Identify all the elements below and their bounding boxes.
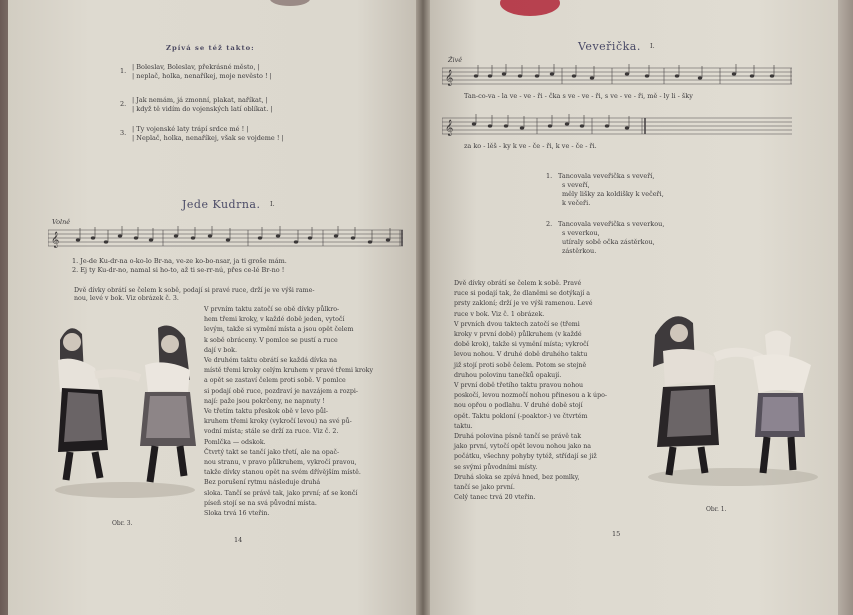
- verse-line: zástěrkou.: [562, 247, 597, 255]
- verse-line: s veverkou,: [562, 229, 600, 237]
- body-text-line: Ve třetím taktu přeskok obě v levo půl-: [204, 408, 329, 415]
- figure-caption: Obr. 3.: [112, 520, 133, 527]
- body-text-line: V prvním taktu zatočí se obě dívky půlkro-: [204, 306, 340, 313]
- music-staff: [48, 224, 403, 254]
- body-text-line: Čtvrtý takt se tančí jako třetí, ale na opač-: [204, 448, 340, 456]
- verse-number: 3.: [120, 129, 127, 137]
- body-text-line: k sobě obráceny. V pomlce se pustí a ruce: [204, 336, 338, 344]
- body-text-line: sloka. Tančí se právě tak, jako první; ať se končí: [204, 489, 358, 497]
- body-text-line: Pomlčka — odskok.: [204, 438, 266, 446]
- verse-number: 2.: [546, 220, 553, 228]
- paragraph-line: nou, levé v bok. Viz obrázek č. 3.: [74, 295, 179, 302]
- body-text-line: době krok), takže si vymění místa; vykročí: [454, 341, 589, 349]
- body-text-line: poskočí, levou nozmočí nohou přinesou a k úpo-: [454, 392, 608, 400]
- verse-line: k večeři.: [562, 199, 591, 207]
- body-text-line: takže dívky stanou opět na svém dřívějším místě.: [204, 469, 361, 477]
- body-text-line: Celý tanec trvá 20 vteřin.: [454, 494, 536, 502]
- tempo-mark: Živě: [448, 56, 463, 64]
- verse-line: | Boleslav, Boleslav, překrásné město, |: [132, 63, 260, 71]
- verse-line: | neplač, holka, nenaříkej, moje nevěsto ! |: [132, 72, 272, 80]
- body-text-line: prsty zakloní; drží je ve výši ramenou. Levé: [454, 300, 593, 308]
- svg-text:𝄞: 𝄞: [445, 70, 454, 86]
- body-text-line: se svými původními místy.: [454, 463, 538, 471]
- dance-title-number: I.: [270, 200, 275, 208]
- body-text-line: opět. Taktu pokloní (-poaktor-) ve čtvrtém: [454, 412, 588, 420]
- body-text-line: vodní místa; stále se drží za ruce. Viz č. 2.: [204, 428, 339, 436]
- body-text-line: již stojí proti sobě čelem. Potom se stejně: [454, 361, 587, 369]
- left-page: [8, 0, 418, 615]
- page-number: 15: [612, 530, 621, 538]
- book-spine: [416, 0, 430, 615]
- paragraph-line: Dvě dívky obrátí se čelem k sobě, podají si pravé ruce, drží je ve výši rame-: [74, 287, 315, 294]
- verse-line: Tancovala veveřička s veveří,: [558, 172, 655, 180]
- verse-line: | Neplač, holka, nenaříkej, však se vojdeme ! |: [132, 134, 284, 142]
- body-text-line: dají v bok.: [204, 346, 237, 354]
- body-text-line: nají: paže jsou pokrčeny, ne napnuty !: [204, 397, 325, 405]
- verse-line: | Ty vojenské laty trápí srdce mé ! |: [132, 125, 249, 133]
- verse-line: utíraly sobě očka zástěrkou,: [562, 238, 655, 246]
- body-text-line: Dvě dívky obrátí se čelem k sobě. Pravé: [454, 280, 582, 287]
- body-text-line: si podají obě ruce, pozdraví je navzájem a rozpi-: [204, 387, 359, 395]
- verse-number: 2.: [120, 100, 127, 108]
- song-heading: Zpívá se též takto:: [166, 44, 255, 52]
- body-text-line: hem třemi kroky, v každé době jeden, vytočí: [204, 316, 345, 324]
- body-text-line: nou stranu, v pravo půlkruhem, vykročí pravou,: [204, 459, 357, 466]
- dancers-illustration-left: [40, 320, 200, 500]
- body-text-line: kruhem třemi kroky (vykročí levou) na své pů-: [204, 418, 352, 426]
- body-text-line: ruce v bok. Viz č. 1 obrázek.: [454, 310, 545, 318]
- lyric-line: 1. Je-de Ku-dr-na o-ko-lo Br-na, ve-ze ko-bo-nsar, ja ti groše mám.: [72, 257, 287, 265]
- body-text-line: taktu.: [454, 422, 473, 430]
- body-text-line: Druhá polovina písně tančí se právě tak: [454, 433, 582, 440]
- verse-line: Tancovala veveřička s veverkou,: [558, 220, 665, 228]
- body-text-line: Druhá sloka se zpívá hned, bez pomlky,: [454, 473, 580, 481]
- song-title: Veveřička.: [578, 40, 641, 53]
- lyric-line: 2. Ej ty Ku-dr-no, namal si ho-to, až ti se-rr-nú, přes ce-lé Br-no !: [72, 266, 285, 274]
- page-number: 14: [234, 536, 243, 544]
- svg-text:𝄞: 𝄞: [51, 232, 60, 248]
- verse-line: měly lišky za koldišky k večeři,: [562, 190, 664, 198]
- figure-caption: Obr. 1.: [706, 506, 727, 513]
- music-staff: [442, 112, 792, 142]
- body-text-line: Sloka trvá 16 vteřin.: [204, 510, 270, 517]
- right-page: [428, 0, 838, 615]
- body-text-line: Bez porušení rytmu následuje druhá: [204, 479, 321, 487]
- body-text-line: píseň stojí se na svá původní místa.: [204, 499, 317, 507]
- body-text-line: tančí se jako první.: [454, 484, 515, 491]
- dancers-illustration-right: [633, 305, 833, 490]
- lyric-line: za ko - lěš - ky k ve - če - ři, k ve - če - ři.: [464, 142, 597, 150]
- tempo-mark: Volně: [52, 218, 71, 226]
- body-text-line: počátku, všechny pohyby tytéž, střídají se již: [454, 453, 597, 461]
- music-staff: [442, 62, 792, 92]
- verse-number: 1.: [546, 172, 553, 180]
- dance-title: Jede Kudrna.: [182, 198, 261, 211]
- body-text-line: Ve druhém taktu obrátí se každá dívka na: [204, 357, 337, 364]
- body-text-line: jako první, vytočí opět levou nohou jako na: [454, 443, 592, 451]
- body-text-line: levým, takže si vymění místa a jsou opět čelem: [204, 326, 354, 334]
- body-text-line: V prvních dvou taktech zatočí se (třemi: [454, 320, 580, 328]
- svg-text:𝄞: 𝄞: [445, 120, 454, 136]
- verse-number: 1.: [120, 67, 127, 75]
- lyric-line: Tan-co-va - la ve - ve - ři - čka s ve - ve - ři, s ve - ve - ři, mě - ly li - šky: [464, 92, 693, 100]
- body-text-line: a opět se zastaví čelem proti sobě. V pomlce: [204, 377, 346, 385]
- body-text-line: místě třemi kroky celým kruhem v pravé třemi kroky: [204, 367, 374, 375]
- body-text-line: levou nohou. V druhé době druhého taktu: [454, 351, 588, 359]
- verse-line: | Jak nemám, já zmonní, plakat, naříkat, |: [132, 96, 268, 104]
- verse-line: s veveří,: [562, 181, 590, 189]
- body-text-line: kroky v první době) půlkruhem (v každé: [454, 331, 582, 338]
- body-text-line: V první době třetího taktu pravou nohou: [454, 382, 584, 389]
- song-title-number: I.: [650, 42, 655, 50]
- verse-line: | když tě vidím do vojenských latí oblíkat. |: [132, 105, 273, 113]
- body-text-line: druhou polovinu tanečků opakují.: [454, 371, 562, 379]
- body-text-line: nou opřou o podlahu. V druhé době stojí: [454, 402, 583, 410]
- body-text-line: ruce si podají tak, že dlaněmi se dotýkají a: [454, 290, 591, 298]
